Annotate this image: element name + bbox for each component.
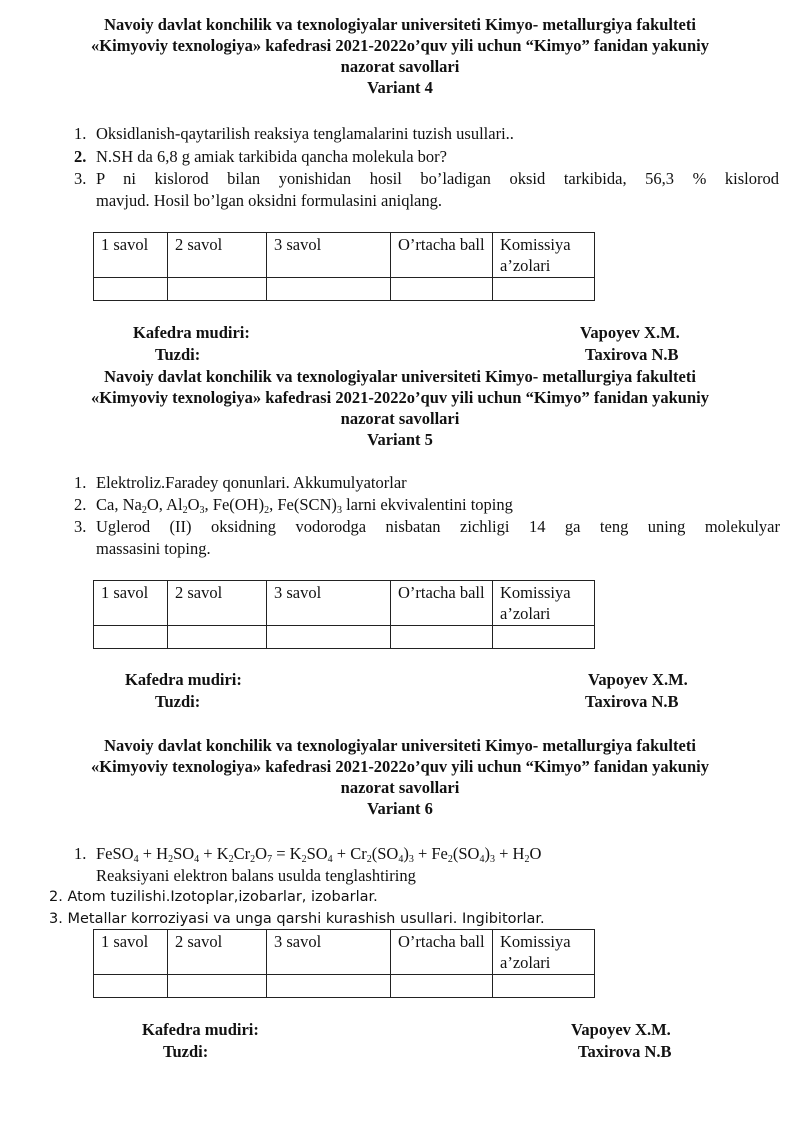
signature-role-2: Tuzdi: (155, 692, 201, 711)
header-line-2: «Kimyoviy texnologiya» kafedrasi 2021-2022o’quv yili uchun “Kimyo” fanidan yakuniy (91, 388, 709, 407)
header-cell-4: O’rtacha ball (391, 233, 493, 278)
empty-cell[interactable] (94, 626, 168, 649)
grade-table (93, 580, 595, 649)
signature-name-1: Vapoyev X.M. (588, 670, 688, 689)
header-cell-3: 3 savol (267, 930, 391, 975)
header-cell-1: 1 savol (94, 233, 168, 278)
signature-role-2: Tuzdi: (155, 345, 201, 364)
header-line-1: Navoiy davlat konchilik va texnologiyalar universiteti Kimyo- metallurgiya fakulteti (104, 15, 696, 34)
question-text: Ca, $Na_2O$, $Al_2O_3$, $Fe(OH)_2$, $Fe(SCN)_3$ larni ekvivalentini toping (96, 495, 513, 516)
question-text: P ni kislorod bilan yonishidan hosil bo’ladigan oksid tarkibida, 56,3 % kislorod (96, 169, 779, 188)
question-text: Metallar korroziyasi va unga qarshi kurashish usullari. Ingibitorlar. (67, 911, 545, 927)
variant-4-header (0, 14, 800, 98)
signature-role-1: Kafedra mudiri: (125, 670, 242, 689)
header-cell-5: Komissiya a’zolari (493, 233, 595, 278)
header-cell-1: 1 savol (94, 581, 168, 626)
header-cell-2: 2 savol (168, 930, 267, 975)
signature-name-2: Taxirova N.B (585, 692, 679, 711)
empty-cell[interactable] (267, 975, 391, 998)
empty-cell[interactable] (493, 975, 595, 998)
grade-table (93, 929, 595, 998)
question-3-continued: massasini toping. (96, 539, 211, 558)
grade-table (93, 232, 595, 301)
empty-cell[interactable] (391, 626, 493, 649)
header-line-3: nazorat savollari (340, 57, 460, 76)
signature-name-2: Taxirova N.B (585, 345, 679, 364)
header-line-3: nazorat savollari (340, 778, 460, 797)
empty-cell[interactable] (168, 975, 267, 998)
question-text: N.SH da 6,8 g amiak tarkibida qancha molekula bor? (96, 147, 447, 166)
question-text: Atom tuzilishi.Izotoplar,izobarlar, izobarlar. (67, 889, 378, 905)
question-1-continued: Reaksiyani elektron balans usulda tenglashtiring (96, 866, 416, 885)
empty-cell[interactable] (493, 278, 595, 301)
header-line-3: nazorat savollari (340, 409, 460, 428)
question-number: 2. (49, 889, 63, 905)
header-cell-5: Komissiya a’zolari (493, 581, 595, 626)
empty-cell[interactable] (493, 626, 595, 649)
question-3-continued: mavjud. Hosil bo’lgan oksidni formulasini aniqlang. (96, 191, 443, 210)
header-cell-2: 2 savol (168, 581, 267, 626)
variant-title: Variant 5 (367, 430, 433, 449)
question-number: 3. (74, 517, 87, 536)
header-line-2: «Kimyoviy texnologiya» kafedrasi 2021-2022o’quv yili uchun “Kimyo” fanidan yakuniy (91, 36, 709, 55)
header-cell-3: 3 savol (267, 581, 391, 626)
question-3 (49, 909, 545, 930)
header-line-1: Navoiy davlat konchilik va texnologiyalar universiteti Kimyo- metallurgiya fakulteti (104, 367, 696, 386)
header-line-1: Navoiy davlat konchilik va texnologiyalar universiteti Kimyo- metallurgiya fakulteti (104, 736, 696, 755)
question-text: FeSO$_4$ + $H_2SO_4 + K_2Cr_2O_7 = K_2SO_4 + Cr_2(SO_4)_3 + Fe_2(SO_4)_3 + H_2O$ (96, 844, 542, 865)
question-number: 3. (74, 169, 87, 188)
question-number: 2. (74, 147, 87, 166)
empty-cell[interactable] (168, 278, 267, 301)
question-2 (49, 887, 378, 908)
question-text: Elektroliz.Faradey qonunlari. Akkumulyatorlar (96, 473, 407, 492)
empty-cell[interactable] (391, 278, 493, 301)
empty-cell[interactable] (267, 626, 391, 649)
question-number: 1. (74, 844, 87, 863)
header-cell-2: 2 savol (168, 233, 267, 278)
empty-cell[interactable] (168, 626, 267, 649)
question-number: 1. (74, 124, 87, 143)
variant-6-header (0, 735, 800, 819)
header-line-2: «Kimyoviy texnologiya» kafedrasi 2021-2022o’quv yili uchun “Kimyo” fanidan yakuniy (91, 757, 709, 776)
variant-5-header (0, 366, 800, 450)
empty-cell[interactable] (94, 278, 168, 301)
question-text: Oksidlanish-qaytarilish reaksiya tenglamalarini tuzish usullari.. (96, 124, 514, 143)
question-number: 1. (74, 473, 87, 492)
header-cell-3: 3 savol (267, 233, 391, 278)
empty-cell[interactable] (94, 975, 168, 998)
signature-role-1: Kafedra mudiri: (133, 323, 250, 342)
signature-name-1: Vapoyev X.M. (580, 323, 680, 342)
question-text: Uglerod (II) oksidning vodorodga nisbatan zichligi 14 ga teng uning molekulyar (96, 517, 780, 536)
question-number: 2. (74, 495, 87, 514)
header-cell-1: 1 savol (94, 930, 168, 975)
signature-name-2: Taxirova N.B (578, 1042, 672, 1061)
question-number: 3. (49, 911, 63, 927)
empty-cell[interactable] (267, 278, 391, 301)
header-cell-5: Komissiya a’zolari (493, 930, 595, 975)
empty-cell[interactable] (391, 975, 493, 998)
header-cell-4: O’rtacha ball (391, 930, 493, 975)
variant-title: Variant 4 (367, 78, 433, 97)
variant-title: Variant 6 (367, 799, 433, 818)
signature-name-1: Vapoyev X.M. (571, 1020, 671, 1039)
header-cell-4: O’rtacha ball (391, 581, 493, 626)
signature-role-2: Tuzdi: (163, 1042, 209, 1061)
signature-role-1: Kafedra mudiri: (142, 1020, 259, 1039)
